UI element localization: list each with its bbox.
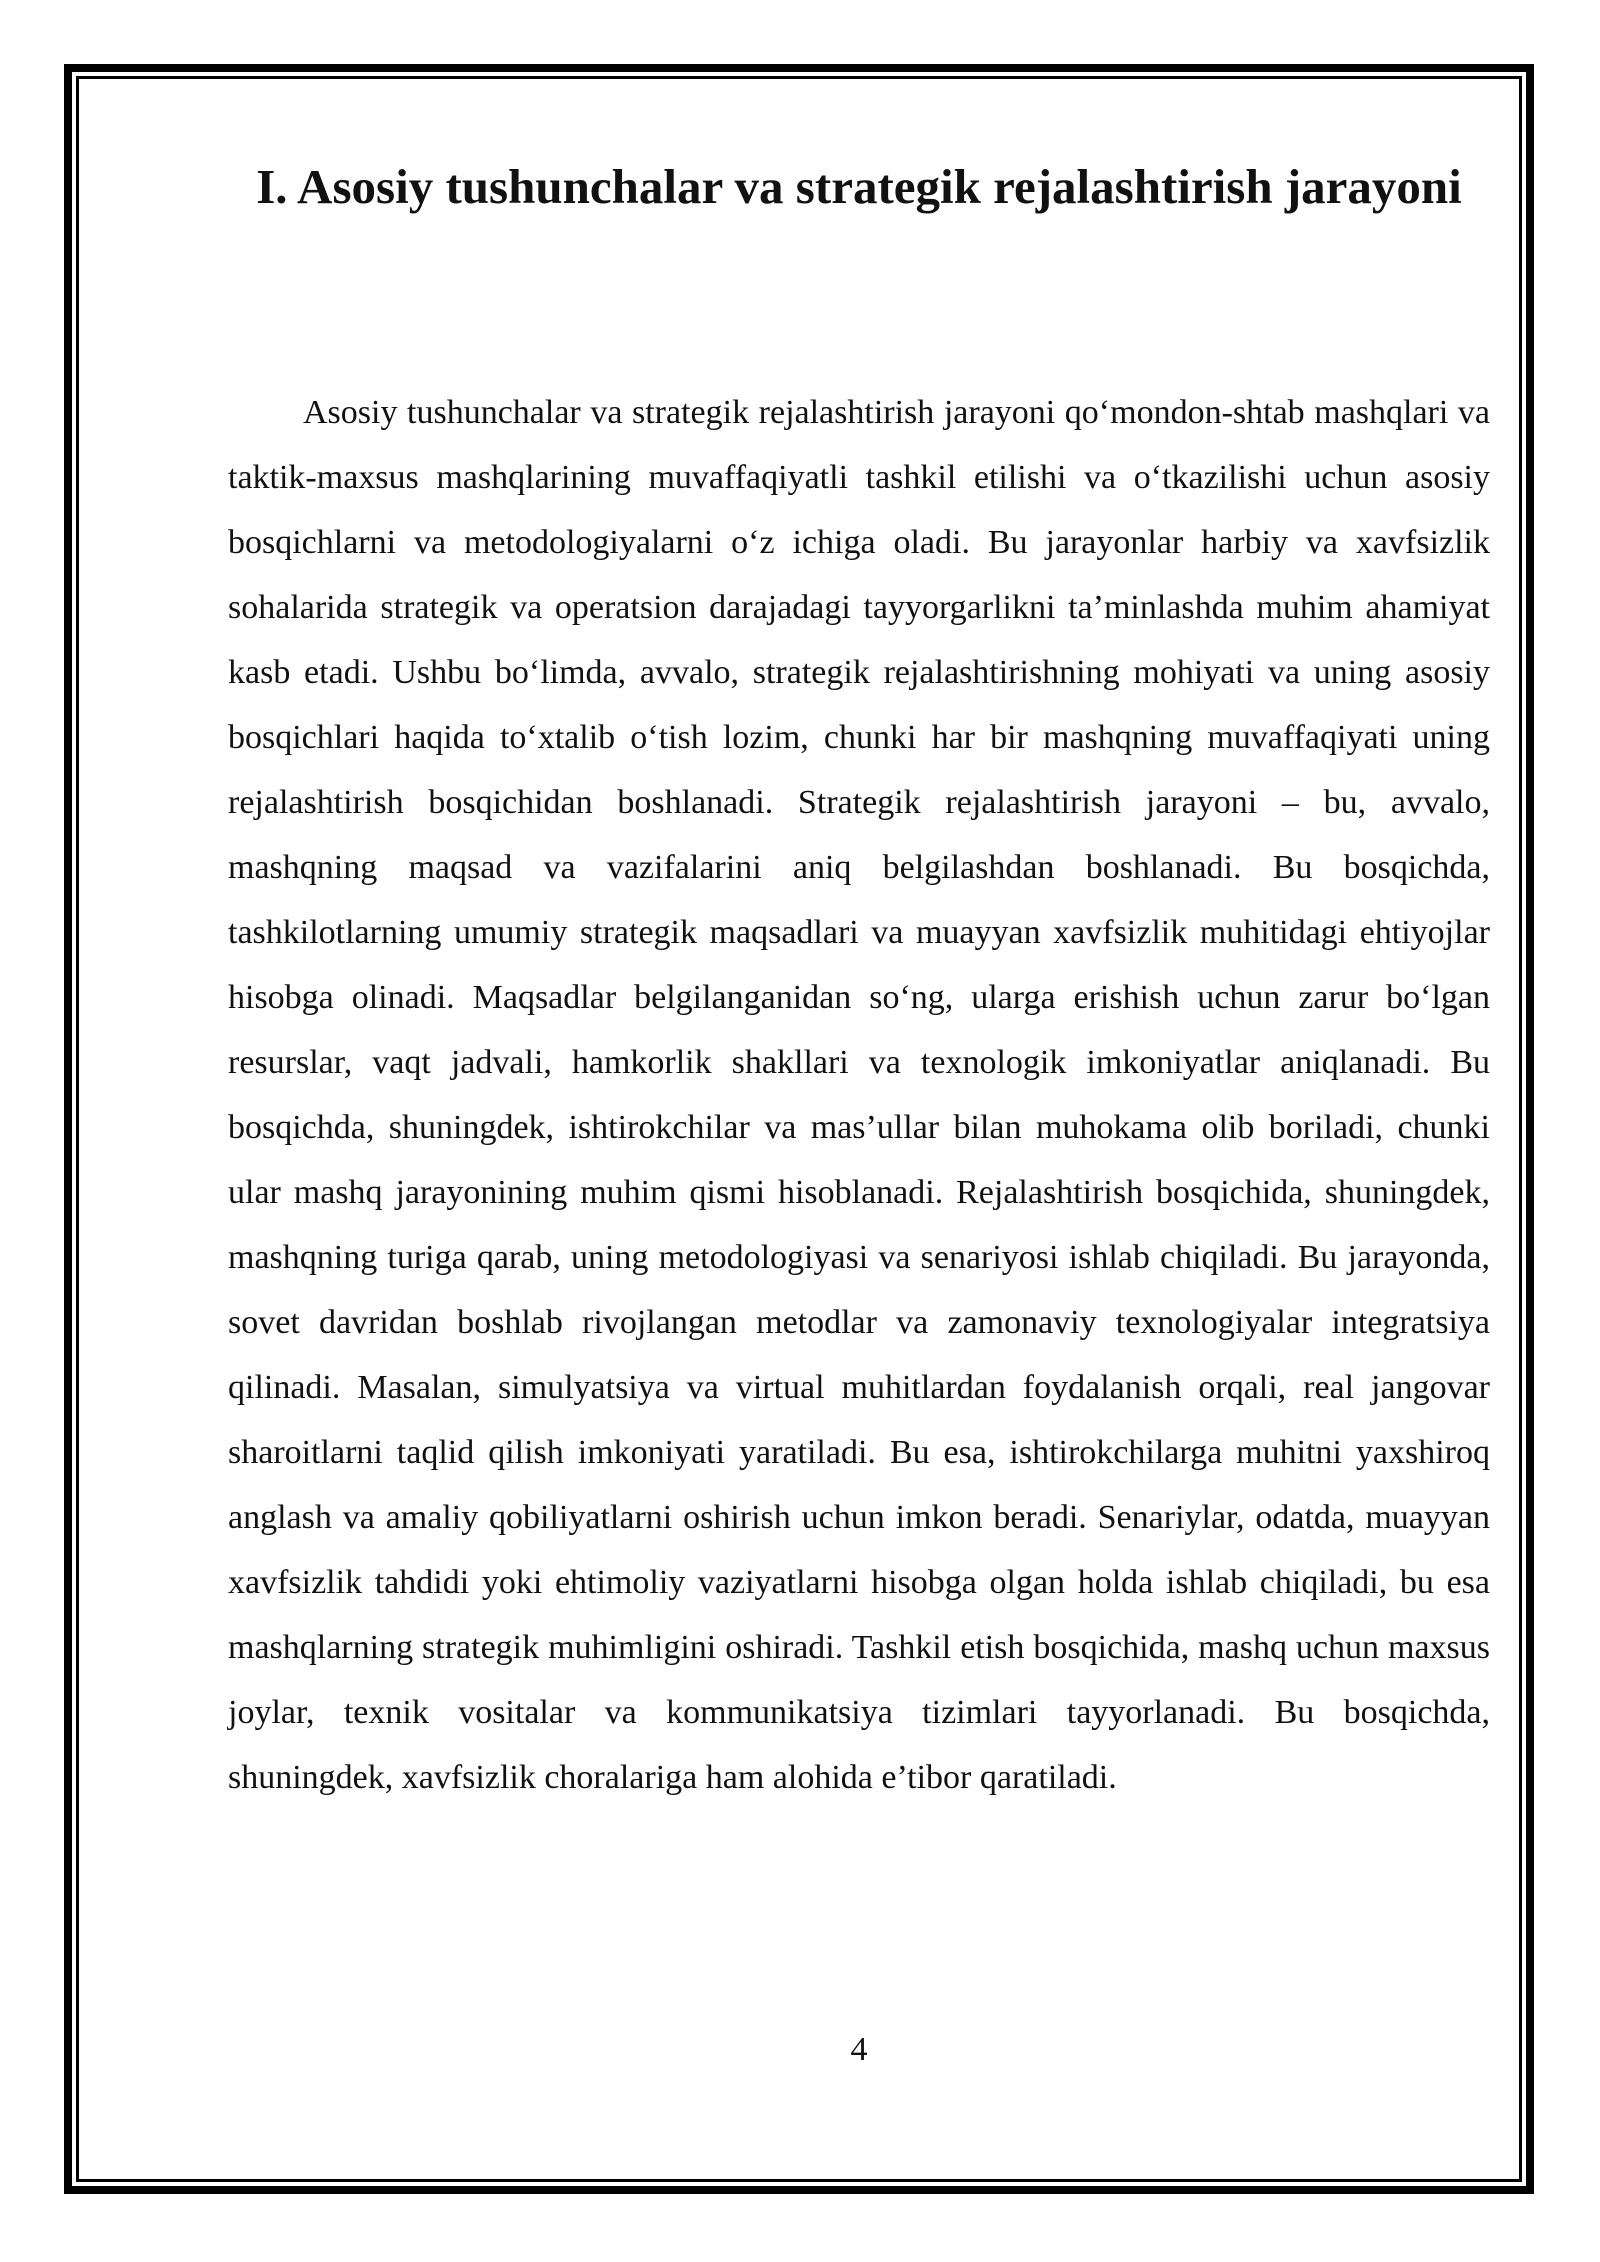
body-paragraph: Asosiy tushunchalar va strategik rejalashtirish jarayoni qo‘mondon-shtab mashqlari va taktik-maxsus mashqlarining muvaffaqiyatli tashkil etilishi va o‘tkazilishi uchun asosiy bosqichlarni va metodologiyalarni o‘z ichiga oladi. Bu jarayonlar harbiy va xavfsizlik sohalarida strategik va operatsion darajadagi tayyorgarlikni ta’minlashda muhim ahamiyat kasb etadi. Ushbu bo‘limda, avvalo, strategik rejalashtirishning mohiyati va uning asosiy bosqichlari haqida to‘xtalib o‘tish lozim, chunki har bir mashqning muvaffaqiyati uning rejalashtirish bosqichidan boshlanadi. Strategik rejalashtirish jarayoni – bu, avvalo, mashqning maqsad va vazifalarini aniq belgilashdan boshlanadi. Bu bosqichda, tashkilotlarning umumiy strategik maqsadlari va muayyan xavfsizlik muhitidagi ehtiyojlar hisobga olinadi. Maqsadlar belgilanganidan so‘ng, ularga erishish uchun zarur bo‘lgan resurslar, vaqt jadvali, hamkorlik shakllari va texnologik imkoniyatlar aniqlanadi. Bu bosqichda, shuningdek, ishtirokchilar va mas’ullar bilan muhokama olib boriladi, chunki ular mashq jarayonining muhim qismi hisoblanadi. Rejalashtirish bosqichida, shuningdek, mashqning turiga qarab, uning metodologiyasi va senariyosi ishlab chiqiladi. Bu jarayonda, sovet davridan boshlab rivojlangan metodlar va zamonaviy texnologiyalar integratsiya qilinadi. Masalan, simulyatsiya va virtual muhitlardan foydalanish orqali, real jangovar sharoitlarni taqlid qilish imkoniyati yaratiladi. Bu esa, ishtirokchilarga muhitni yaxshiroq anglash va amaliy qobiliyatlarni oshirish uchun imkon beradi. Senariylar, odatda, muayyan xavfsizlik tahdidi yoki ehtimoliy vaziyatlarni hisobga olgan holda ishlab chiqiladi, bu esa mashqlarning strategik muhimligini oshiradi. Tashkil etish bosqichida, mashq uchun maxsus joylar, texnik vositalar va kommunikatsiya tizimlari tayyorlanadi. Bu bosqichda, shuningdek, xavfsizlik choralariga ham alohida e’tibor qaratiladi. xyxy=(228,394,1490,1796)
section-title: I. Asosiy tushunchalar va strategik rejalashtirish jarayoni xyxy=(256,159,1462,214)
page-number: 4 xyxy=(850,2031,868,2068)
